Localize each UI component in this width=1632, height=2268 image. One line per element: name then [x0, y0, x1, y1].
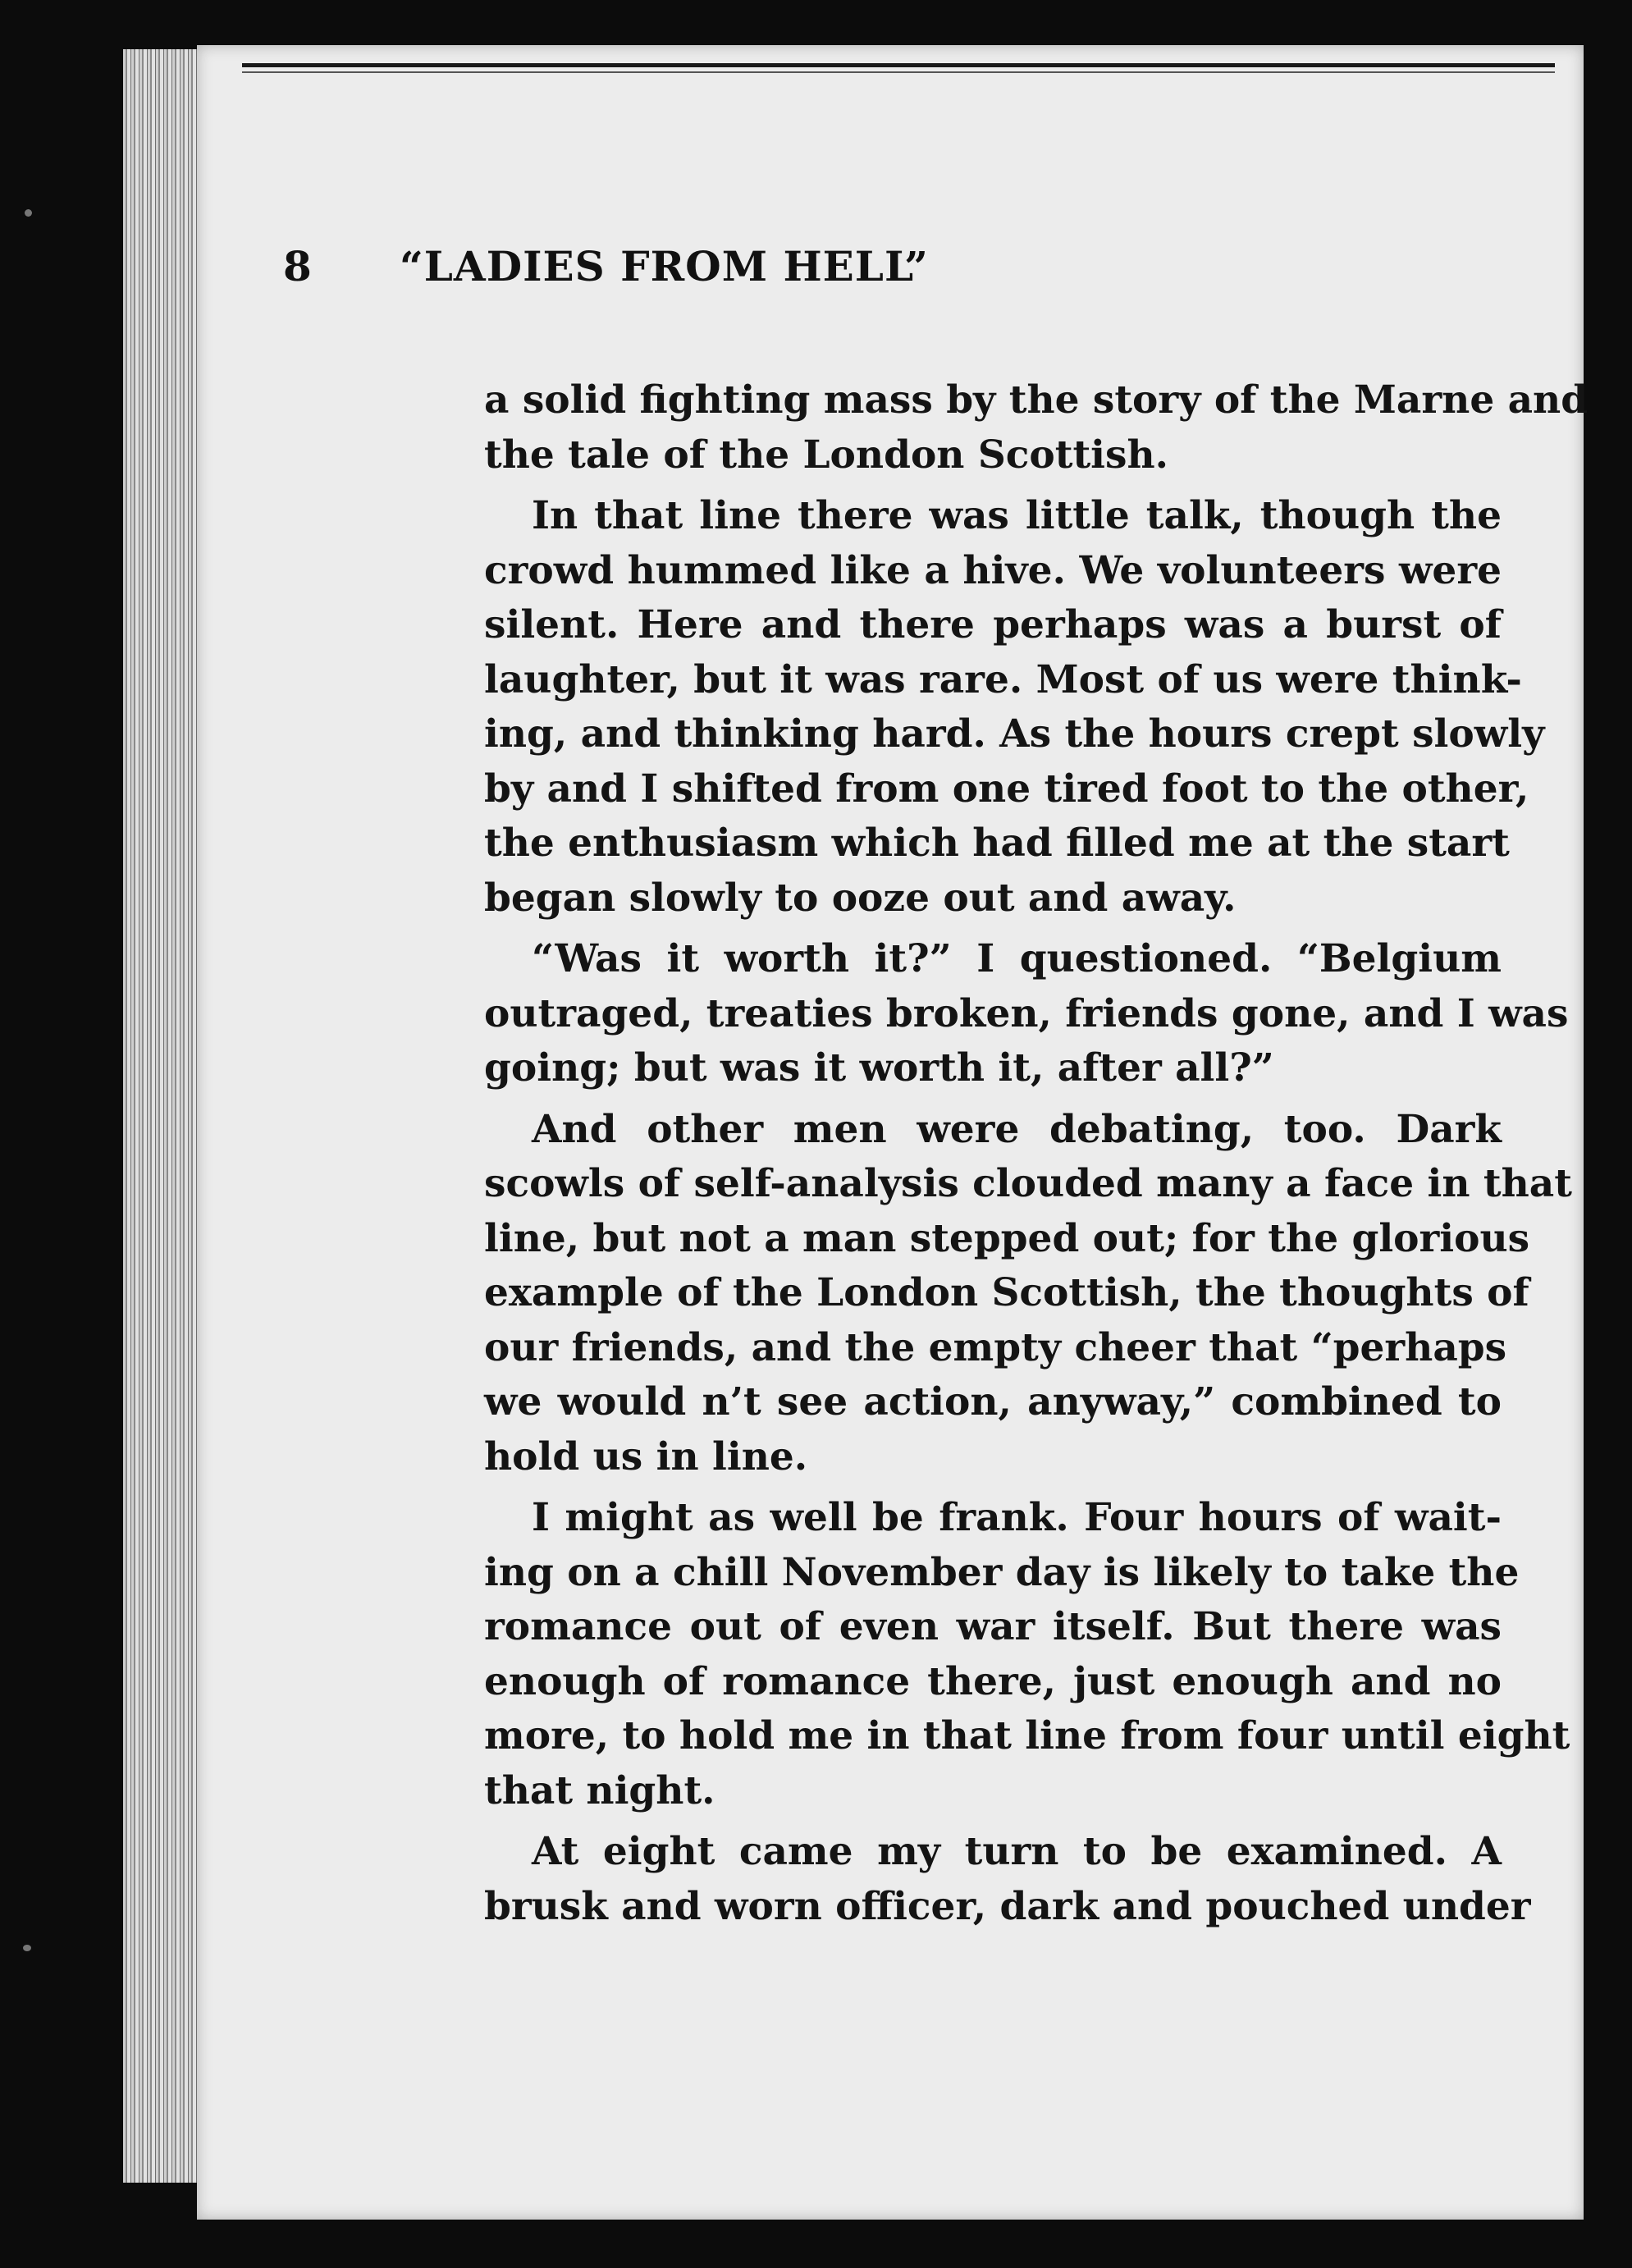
paragraph [484, 932, 1569, 1096]
paragraph [484, 1491, 1570, 1818]
text-line: we would n’t see action, anyway,” combined to [484, 1379, 1502, 1424]
text-line: romance out of even war itself. But there was [484, 1604, 1502, 1649]
text-line: In that line there was little talk, though the [532, 493, 1502, 538]
text-line: And other men were debating, too. Dark [532, 1106, 1502, 1152]
page-number: 8 [283, 242, 313, 290]
text-line: enough of romance there, just enough and no [484, 1658, 1502, 1704]
running-title: “LADIES FROM HELL” [400, 242, 929, 290]
text-line: a solid fighting mass by the story of the Marne and [484, 377, 1589, 423]
top-rule [242, 63, 1555, 67]
text-line: going; but was it worth it, after all?” [484, 1045, 1274, 1091]
text-line: line, but not a man stepped out; for the glorious [484, 1215, 1530, 1261]
text-line: that night. [484, 1767, 715, 1813]
text-line: by and I shifted from one tired foot to the other, [484, 766, 1529, 812]
text-line: crowd hummed like a hive. We volunteers were [484, 547, 1502, 593]
scan-speck [25, 209, 32, 217]
text-line: began slowly to ooze out and away. [484, 875, 1237, 921]
text-line: example of the London Scottish, the thoughts of [484, 1270, 1529, 1315]
text-line: outraged, treaties broken, friends gone, and I was [484, 990, 1569, 1036]
top-rule-thin [242, 71, 1555, 73]
text-line: At eight came my turn to be examined. A [532, 1829, 1502, 1874]
text-line: ing on a chill November day is likely to take the [484, 1549, 1520, 1595]
scan-speck [23, 1945, 31, 1951]
text-line: laughter, but it was rare. Most of us were think- [484, 656, 1522, 702]
text-line: silent. Here and there perhaps was a burst of [484, 602, 1502, 647]
running-head [283, 242, 1309, 291]
text-line: scowls of self-analysis clouded many a face in that [484, 1161, 1572, 1206]
text-line: the enthusiasm which had filled me at the start [484, 821, 1510, 866]
paragraph [484, 489, 1545, 926]
text-line: our friends, and the empty cheer that “perhaps [484, 1324, 1507, 1370]
paragraph [484, 1825, 1531, 1934]
paragraph [484, 1103, 1572, 1485]
text-line: brusk and worn officer, dark and pouched under [484, 1883, 1531, 1929]
text-line: more, to hold me in that line from four until eight [484, 1713, 1570, 1758]
paragraph [484, 373, 1589, 482]
text-line: I might as well be frank. Four hours of wait- [532, 1495, 1502, 1540]
text-line: the tale of the London Scottish. [484, 432, 1168, 478]
text-line: hold us in line. [484, 1434, 808, 1479]
text-line: “Was it worth it?” I questioned. “Belgium [532, 936, 1502, 981]
body-text [484, 373, 1589, 1941]
text-line: ing, and thinking hard. As the hours crept slowly [484, 711, 1545, 757]
